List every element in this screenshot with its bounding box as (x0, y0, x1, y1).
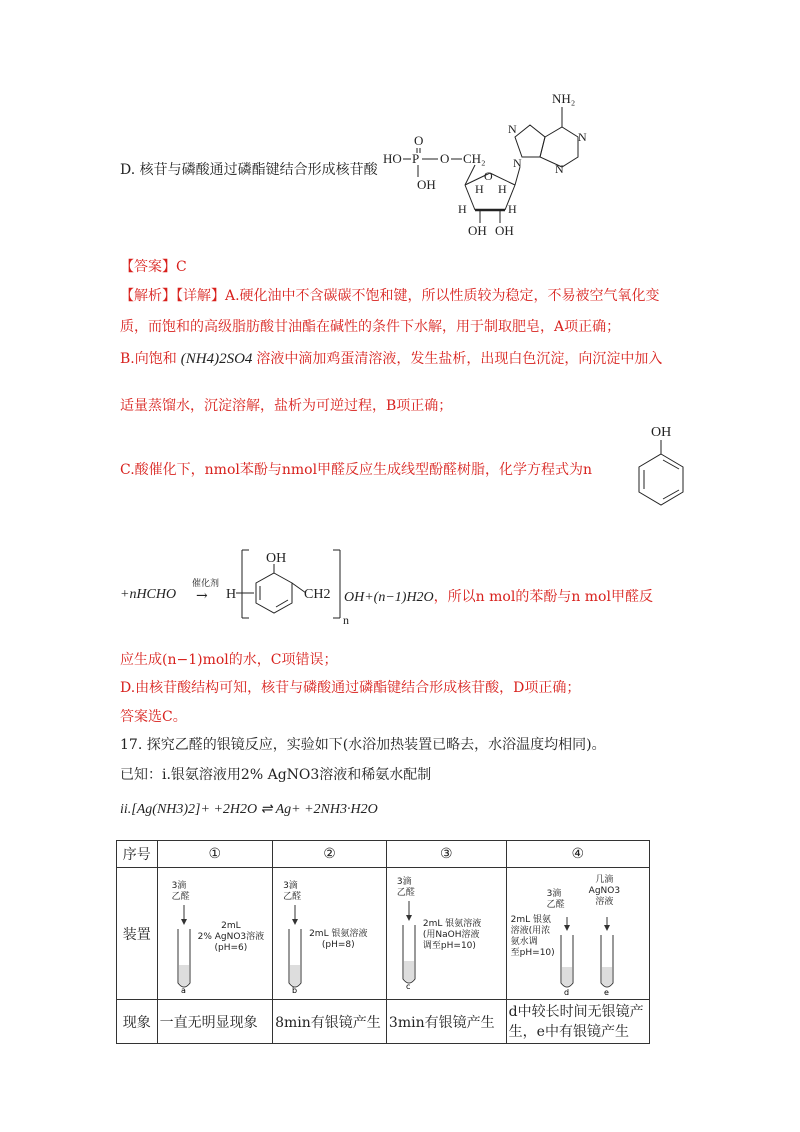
eq-arrow: → (196, 588, 208, 604)
apparatus-cell-3 (386, 868, 506, 1000)
test-tube-b (281, 905, 311, 995)
test-tube-d (553, 917, 583, 997)
eq-catalyst: 催化剂 (192, 579, 220, 589)
nucleotide-structure (380, 85, 610, 240)
analysis-line-a2: 质，而饱和的高级脂肪酸甘油酯在碱性的条件下水解，用于制取肥皂，A项正确； (120, 319, 621, 335)
table-row-apparatus (117, 868, 650, 1000)
apparatus-cell-4 (506, 868, 649, 1000)
o-top-label: O (414, 133, 424, 148)
q17-known-ii: ii.[Ag(NH3)2]+ +2H2O ⇌ Ag+ +2NH3·H2O (120, 802, 378, 817)
drop-label: 3滴 乙醛 (171, 880, 190, 902)
eq-oh-ring-label: OH (266, 551, 287, 566)
phenolic-resin-structure (222, 540, 352, 630)
solution-label: 2mL 银氨溶液 (pH=8) (309, 928, 368, 950)
svg-text:b: b (292, 985, 298, 995)
ho-label: HO (383, 151, 402, 166)
answer-value: C (176, 259, 187, 275)
svg-text:N: N (508, 122, 517, 136)
svg-text:d: d (563, 987, 569, 997)
header-cell: ④ (506, 841, 649, 868)
h-label-2: H (498, 182, 507, 196)
table-header-row (117, 841, 650, 868)
analysis-label: 【解析】【详解】 (120, 288, 225, 304)
header-cell: ① (157, 841, 272, 868)
header-cell: ③ (386, 841, 506, 868)
answer-label: 【答案】 (120, 259, 176, 275)
n9-label: N (513, 156, 522, 170)
analysis-line-a1 (120, 286, 660, 306)
p-label: P (412, 151, 420, 166)
extra-label: 几滴 AgNO3 溶液 (588, 874, 621, 907)
svg-text:O: O (484, 169, 493, 183)
test-tube-e (593, 917, 623, 997)
phenol-oh-label: OH (651, 425, 672, 440)
apparatus-label: 装置 (117, 868, 158, 1000)
answer-line (120, 257, 187, 277)
test-tube-c (395, 901, 425, 991)
solution-label: 2mL 2% AgNO3溶液 (pH=6) (197, 920, 265, 953)
eq-right-text: OH+(n−1)H2O (344, 590, 434, 605)
h-label-1: H (475, 182, 484, 196)
phenomenon-cell: 3min有银镜产生 (386, 1000, 506, 1044)
svg-text:a: a (180, 985, 186, 995)
ch2-label: CH₂ (463, 151, 486, 166)
experiment-table (116, 840, 650, 1044)
eq-n-label: n (343, 613, 349, 627)
phenomenon-cell: 8min有银镜产生 (273, 1000, 387, 1044)
solution-label: 2mL 银氨 溶液(用浓 氨水调 至pH=10) (510, 914, 555, 958)
phenomenon-label: 现象 (117, 1000, 158, 1044)
analysis-line-b1 (120, 349, 662, 369)
drop-label: 3滴 乙醛 (283, 880, 302, 902)
oh-label-1: OH (468, 223, 487, 238)
analysis-conclusion: 答案选C。 (120, 709, 187, 725)
svg-text:N: N (555, 162, 564, 176)
analysis-line-b2: 适量蒸馏水，沉淀溶解，盐析为可逆过程，B项正确； (120, 398, 453, 414)
phenomenon-cell: 一直无明显现象 (157, 1000, 272, 1044)
eq-left-text: +nHCHO (120, 587, 177, 602)
option-d-text: D. 核苷与磷酸通过磷酯键结合形成核苷酸 (120, 162, 378, 178)
eq-ch2-label: CH2 (304, 587, 331, 602)
oh-p-label: OH (417, 177, 436, 192)
analysis-line-d: D.由核苷酸结构可知，核苷与磷酸通过磷酯键结合形成核苷酸，D项正确； (120, 680, 581, 696)
solution-label: 2mL 银氨溶液 (用NaOH溶液 调至pH=10) (422, 918, 482, 951)
header-cell: ② (273, 841, 387, 868)
eq-tail-text: ，所以n mol的苯酚与n mol甲醛反 (433, 589, 653, 605)
svg-text:e: e (603, 987, 609, 997)
phenomenon-cell: d中较长时间无银镜产生，e中有银镜产生 (506, 1000, 649, 1044)
apparatus-cell-1 (157, 868, 272, 1000)
h-label-4: H (508, 202, 517, 216)
q17-known-i: 已知：i.银氨溶液用2% AgNO3溶液和稀氨水配制 (120, 767, 432, 783)
svg-text:N: N (578, 130, 587, 144)
h-label-3: H (458, 202, 467, 216)
analysis-a1-text: A.硬化油中不含碳碳不饱和键，所以性质较为稳定，不易被空气氧化变 (225, 288, 660, 304)
table-row-phenomenon (117, 1000, 650, 1044)
drop-label: 3滴 乙醛 (396, 876, 415, 898)
oh-label-2: OH (495, 223, 514, 238)
analysis-line-c1: C.酸催化下，nmol苯酚与nmol甲醛反应生成线型酚醛树脂，化学方程式为n (120, 462, 593, 478)
analysis-b-rest: 溶液中滴加鸡蛋清溶液，发生盐析，出现白色沉淀，向沉淀中加入 (256, 351, 663, 367)
equation-left (120, 586, 176, 603)
o-ester-label: O (440, 151, 450, 166)
svg-text:c: c (405, 981, 411, 991)
test-tube-a (170, 905, 200, 995)
analysis-b-prefix: B.向饱和 (120, 351, 177, 367)
apparatus-cell-2 (273, 868, 387, 1000)
ammonium-sulfate-formula: (NH4)2SO4 (180, 351, 253, 367)
equation-right (344, 586, 653, 606)
drop-label: 3滴 乙醛 (546, 888, 565, 910)
header-cell: 序号 (117, 841, 158, 868)
eq-h-label: H (226, 587, 237, 602)
analysis-line-c3: 应生成(n−1)mol的水，C项错误； (120, 652, 338, 668)
q17-title: 17. 探究乙醛的银镜反应，实验如下(水浴加热装置已略去，水浴温度均相同)。 (120, 737, 606, 753)
phenol-structure (625, 420, 695, 515)
nh2-label: NH₂ (552, 91, 576, 106)
